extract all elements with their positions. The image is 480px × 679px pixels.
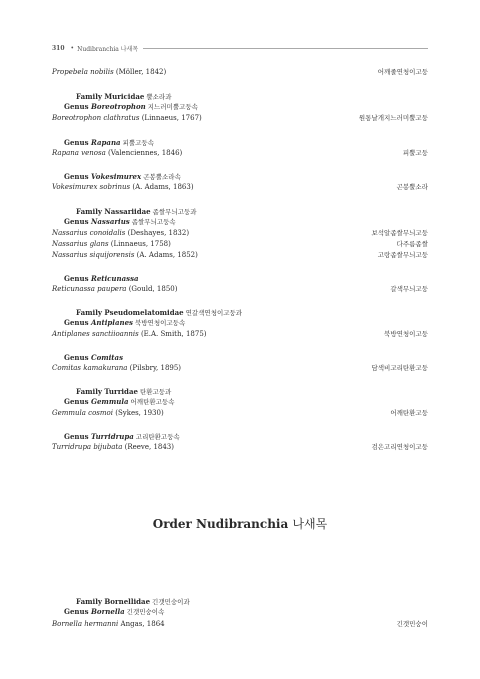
korean-name: 뿔소라과 xyxy=(146,93,172,101)
rank-label: Genus xyxy=(64,217,89,226)
species-name: Gemmula cosmoi xyxy=(52,409,113,417)
species-row xyxy=(52,148,428,158)
taxon-name: Reticunassa xyxy=(91,274,139,283)
order-korean: 나새목 xyxy=(292,517,328,531)
taxon-name: Nassarius xyxy=(91,217,130,226)
species-author: (Linnaeus, 1758) xyxy=(110,240,171,248)
taxon-name: Turridrupa xyxy=(91,432,134,441)
taxon-name: Boreotrophon xyxy=(91,102,146,111)
genus-heading xyxy=(64,318,185,328)
korean-name: 담색비고리탄환고둥 xyxy=(371,364,428,372)
species-name: Bornella hermanni xyxy=(52,620,119,628)
korean-name: 북방연청이고둥 xyxy=(384,330,428,338)
taxon-name: Pseudomelatomidae xyxy=(104,308,184,317)
rank-label: Genus xyxy=(64,274,89,283)
korean-name: 어깨줄연청이고둥 xyxy=(377,68,428,76)
species-author: (Möller, 1842) xyxy=(115,68,167,76)
taxon-name: Bornellidae xyxy=(104,597,151,606)
bullet: • xyxy=(70,44,75,52)
species-row xyxy=(52,329,428,339)
species-name: Boreotrophon clathratus xyxy=(52,114,140,122)
family-heading xyxy=(76,207,197,217)
korean-name: 고랑좁쌀무늬고둥 xyxy=(377,251,428,259)
korean-name: 곤봉뿔소라속 xyxy=(143,173,181,181)
korean-name: 좁쌀무늬고둥속 xyxy=(131,218,176,226)
family-heading xyxy=(76,92,171,102)
korean-name: 북방연청이고둥속 xyxy=(135,319,186,327)
order-heading xyxy=(0,515,480,532)
genus-heading xyxy=(64,102,198,112)
species-name: Comitas kamakurana xyxy=(52,364,128,372)
species-row xyxy=(52,408,428,418)
korean-name: 좁쌀무늬고둥과 xyxy=(152,208,197,216)
genus-heading xyxy=(64,432,180,442)
korean-name: 보석알좁쌀무늬고둥 xyxy=(371,229,428,237)
species-name: Nassarius conoidalis xyxy=(52,229,126,237)
taxon-name: Turridae xyxy=(104,387,138,396)
species-author: (A. Adams, 1852) xyxy=(136,251,198,259)
taxon-name: Nassariidae xyxy=(104,207,151,216)
korean-name: 갈색무늬고둥 xyxy=(390,285,428,293)
species-row xyxy=(52,363,428,373)
page-number: 310 xyxy=(52,44,65,52)
species-name: Rapana venosa xyxy=(52,149,106,157)
genus-heading xyxy=(64,274,139,284)
korean-name: 피뿔고둥 xyxy=(402,149,428,157)
taxon-name: Comitas xyxy=(91,353,124,362)
korean-name: 연갈색연청이고둥과 xyxy=(185,309,243,317)
species-author: (Pilsbry, 1895) xyxy=(129,364,182,372)
species-row xyxy=(52,228,428,238)
running-header xyxy=(52,42,428,54)
family-heading xyxy=(76,308,242,318)
rank-label: Genus xyxy=(64,353,89,362)
rank-label: Genus xyxy=(64,318,89,327)
species-author: (Linnaeus, 1767) xyxy=(141,114,202,122)
header-rule xyxy=(143,48,428,49)
rank-label: Genus xyxy=(64,102,89,111)
species-row xyxy=(52,619,428,629)
rank-label: Genus xyxy=(64,607,89,616)
species-name: Nassarius siquijorensis xyxy=(52,251,135,259)
species-name: Turridrupa bijubata xyxy=(52,443,123,451)
species-name: Antiplanes sanctiioannis xyxy=(52,330,139,338)
species-name: Propebela nobilis xyxy=(52,68,114,76)
genus-heading xyxy=(64,172,181,182)
korean-name: 어깨탄환고둥속 xyxy=(130,398,175,406)
taxon-name: Rapana xyxy=(91,138,121,147)
species-name: Reticunassa paupera xyxy=(52,285,127,293)
korean-name: 긴갯민숭이 xyxy=(396,620,428,628)
korean-name: 검은고리연청이고둥 xyxy=(371,443,428,451)
taxon-name: Gemmula xyxy=(91,397,129,406)
order-prefix: Order xyxy=(152,517,192,531)
genus-heading xyxy=(64,217,176,227)
rank-label: Family xyxy=(76,597,102,606)
species-author: (Reeve, 1843) xyxy=(124,443,174,451)
genus-heading xyxy=(64,138,154,148)
rank-label: Genus xyxy=(64,397,89,406)
rank-label: Genus xyxy=(64,138,89,147)
taxon-name: Vokesimurex xyxy=(91,172,142,181)
species-author: (Deshayes, 1832) xyxy=(127,229,190,237)
genus-heading xyxy=(64,607,164,617)
korean-name: 어깨탄환고둥 xyxy=(390,409,428,417)
taxon-name: Antiplanes xyxy=(91,318,133,327)
species-name: Nassarius glans xyxy=(52,240,109,248)
rank-label: Family xyxy=(76,387,102,396)
species-author: (Valenciennes, 1846) xyxy=(108,149,183,157)
species-author: (Sykes, 1930) xyxy=(115,409,164,417)
species-row xyxy=(52,239,428,249)
korean-name: 곤봉뿔소라 xyxy=(396,183,428,191)
running-section: Nudibranchia 나새목 xyxy=(77,45,139,53)
taxon-name: Muricidae xyxy=(104,92,145,101)
species-author: Angas, 1864 xyxy=(120,620,165,628)
korean-name: 고리탄환고둥속 xyxy=(135,433,180,441)
korean-name: 원통날개지느러미뿔고둥 xyxy=(358,114,428,122)
species-row xyxy=(52,113,428,123)
korean-name: 피뿔고둥속 xyxy=(122,139,154,147)
species-author: (A. Adams, 1863) xyxy=(132,183,194,191)
rank-label: Family xyxy=(76,92,102,101)
rank-label: Family xyxy=(76,308,102,317)
korean-name: 지느러미뿔고둥속 xyxy=(147,103,198,111)
rank-label: Genus xyxy=(64,432,89,441)
rank-label: Genus xyxy=(64,172,89,181)
species-row xyxy=(52,442,428,452)
species-name: Vokesimurex sobrinus xyxy=(52,183,131,191)
korean-name: 다주름좁쌀 xyxy=(396,240,428,248)
species-row xyxy=(52,250,428,260)
species-row xyxy=(52,67,428,77)
rank-label: Family xyxy=(76,207,102,216)
genus-heading xyxy=(64,353,123,363)
family-heading xyxy=(76,387,171,397)
korean-name: 긴갯민숭이속 xyxy=(126,608,165,616)
genus-heading xyxy=(64,397,174,407)
korean-name: 탄환고둥과 xyxy=(139,388,172,396)
family-heading xyxy=(76,597,190,607)
species-row xyxy=(52,284,428,294)
taxon-name: Bornella xyxy=(91,607,125,616)
species-row xyxy=(52,182,428,192)
species-author: (Gould, 1850) xyxy=(128,285,178,293)
korean-name: 긴갯민숭이과 xyxy=(152,598,190,606)
order-name: Nudibranchia xyxy=(196,517,289,531)
species-author: (E.A. Smith, 1875) xyxy=(140,330,207,338)
